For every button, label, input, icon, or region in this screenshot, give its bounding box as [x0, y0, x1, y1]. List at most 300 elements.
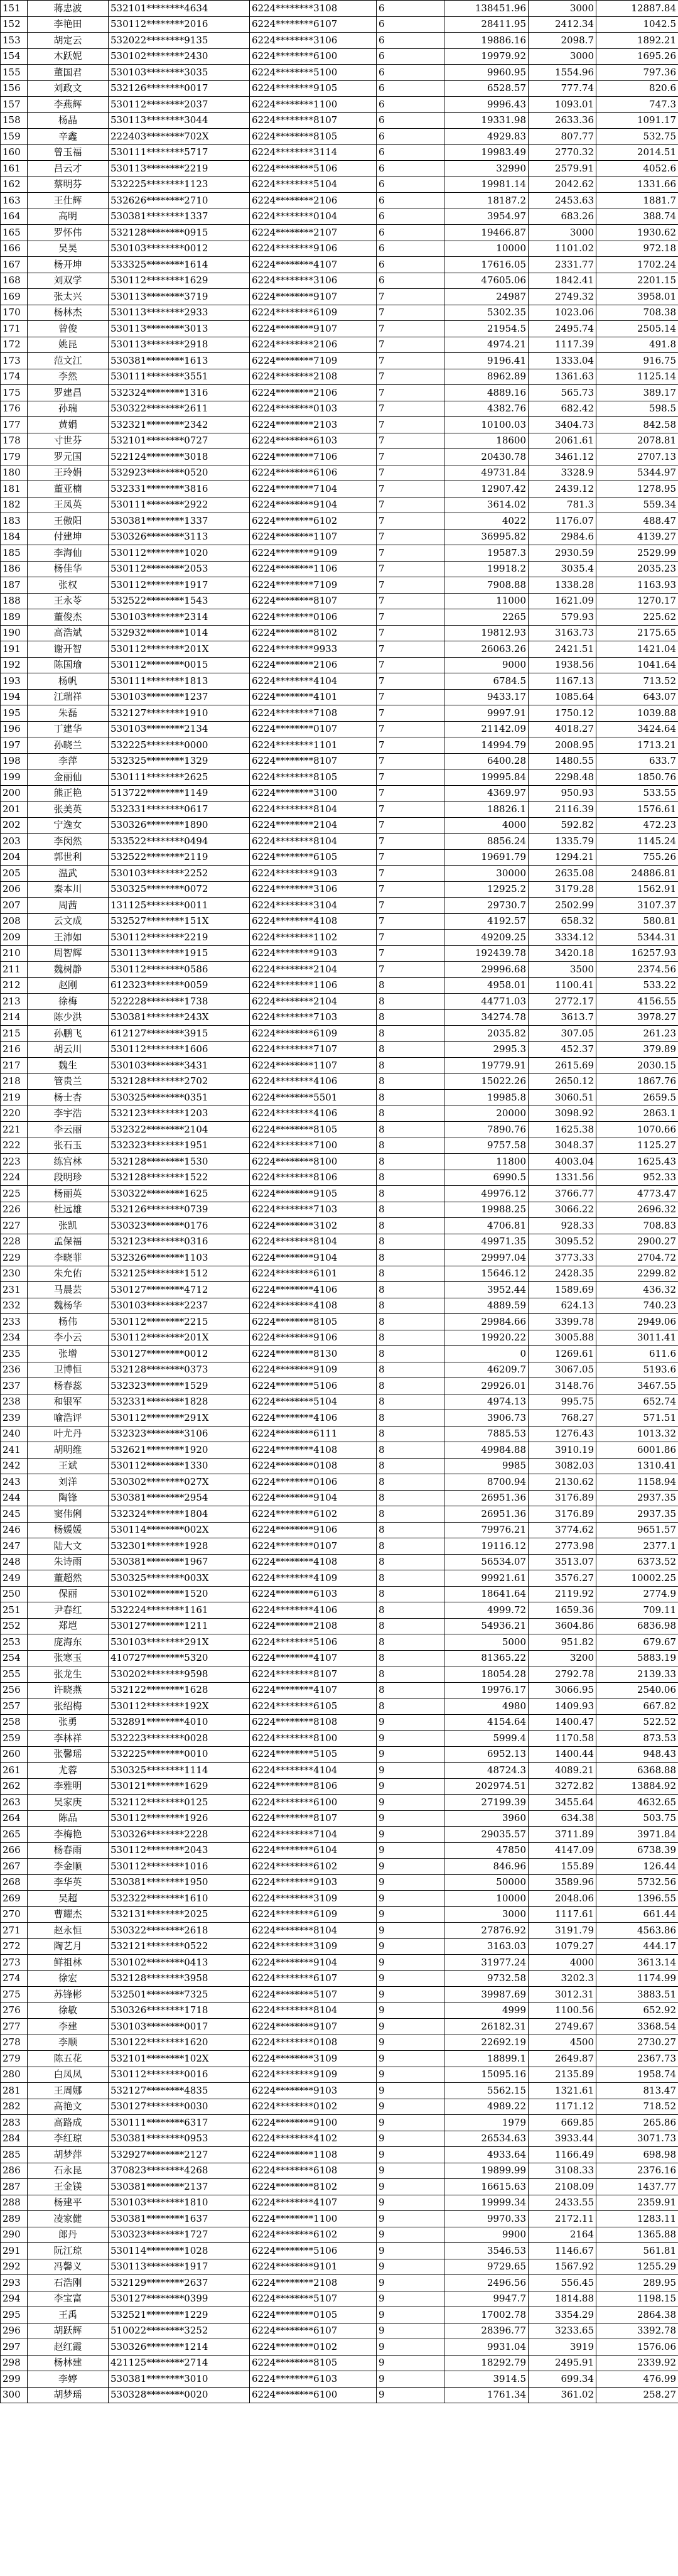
id-number-cell: 532121********0522	[109, 1938, 250, 1955]
amount-total-cell: 2995.3	[444, 1041, 529, 1058]
grade-cell: 9	[377, 2051, 444, 2067]
amount-b-cell: 4052.6	[596, 161, 678, 177]
name-cell: 郑垲	[28, 1618, 109, 1634]
amount-a-cell: 3179.28	[529, 881, 596, 898]
amount-b-cell: 643.07	[596, 689, 678, 705]
amount-a-cell: 634.38	[529, 1810, 596, 1827]
bank-card-cell: 6224********6107	[250, 2323, 377, 2339]
table-row	[1, 80, 678, 97]
row-number-cell: 262	[1, 1778, 28, 1795]
id-number-cell: 530112********2043	[109, 1842, 250, 1859]
grade-cell: 7	[377, 513, 444, 530]
name-cell: 李华英	[28, 1874, 109, 1891]
id-number-cell: 530381********1337	[109, 513, 250, 530]
row-number-cell: 188	[1, 593, 28, 609]
bank-card-cell: 6224********6109	[250, 305, 377, 321]
name-cell: 李宇浩	[28, 1106, 109, 1122]
amount-total-cell: 10100.03	[444, 417, 529, 433]
grade-cell: 6	[377, 16, 444, 33]
id-number-cell: 530112********1926	[109, 1810, 250, 1827]
grade-cell: 7	[377, 945, 444, 962]
amount-total-cell: 15022.26	[444, 1073, 529, 1090]
name-cell: 陈品	[28, 1810, 109, 1827]
row-number-cell: 205	[1, 866, 28, 882]
name-cell: 徐宏	[28, 1970, 109, 1987]
table-row	[1, 721, 678, 737]
id-number-cell: 530127********0012	[109, 1346, 250, 1362]
amount-total-cell: 19979.92	[444, 48, 529, 65]
amount-a-cell: 4000	[529, 1955, 596, 1971]
bank-card-cell: 6224********6102	[250, 1506, 377, 1523]
table-row	[1, 161, 678, 177]
name-cell: 胡梦瑶	[28, 2387, 109, 2403]
bank-card-cell: 6224********5107	[250, 2291, 377, 2307]
name-cell: 李晓菲	[28, 1250, 109, 1266]
amount-a-cell: 3272.82	[529, 1778, 596, 1795]
row-number-cell: 252	[1, 1618, 28, 1634]
amount-a-cell: 2098.7	[529, 33, 596, 49]
amount-b-cell: 679.67	[596, 1634, 678, 1651]
name-cell: 吴家庚	[28, 1795, 109, 1811]
name-cell: 陈少洪	[28, 1009, 109, 1026]
grade-cell: 8	[377, 1490, 444, 1506]
name-cell: 杨丽英	[28, 1186, 109, 1202]
amount-total-cell: 8856.24	[444, 834, 529, 850]
amount-total-cell: 26534.63	[444, 2131, 529, 2147]
id-number-cell: 530111********1813	[109, 673, 250, 690]
bank-card-cell: 6224********3104	[250, 898, 377, 914]
amount-a-cell: 2433.55	[529, 2195, 596, 2211]
name-cell: 胡定云	[28, 33, 109, 49]
amount-a-cell: 768.27	[529, 1410, 596, 1427]
row-number-cell: 256	[1, 1682, 28, 1698]
row-number-cell: 235	[1, 1346, 28, 1362]
row-number-cell: 275	[1, 1987, 28, 2003]
table-row	[1, 193, 678, 209]
table-row	[1, 465, 678, 481]
amount-total-cell: 11000	[444, 593, 529, 609]
grade-cell: 8	[377, 1570, 444, 1587]
grade-cell: 6	[377, 177, 444, 193]
amount-total-cell: 19981.14	[444, 177, 529, 193]
table-row	[1, 2275, 678, 2291]
row-number-cell: 249	[1, 1570, 28, 1587]
row-number-cell: 195	[1, 705, 28, 722]
amount-total-cell: 19899.99	[444, 2163, 529, 2179]
amount-a-cell: 2615.69	[529, 1058, 596, 1074]
amount-total-cell: 27199.39	[444, 1795, 529, 1811]
row-number-cell: 298	[1, 2355, 28, 2371]
name-cell: 孙晓兰	[28, 737, 109, 754]
id-number-cell: 410727********5320	[109, 1650, 250, 1666]
bank-card-cell: 6224********9109	[250, 1362, 377, 1378]
id-number-cell: 530114********1028	[109, 2243, 250, 2259]
name-cell: 张勇	[28, 1714, 109, 1731]
table-row	[1, 97, 678, 113]
row-number-cell: 226	[1, 1202, 28, 1218]
row-number-cell: 191	[1, 641, 28, 658]
id-number-cell: 532323********1951	[109, 1138, 250, 1154]
table-row	[1, 48, 678, 65]
amount-a-cell: 2061.61	[529, 433, 596, 449]
grade-cell: 8	[377, 1474, 444, 1491]
table-row	[1, 1778, 678, 1795]
id-number-cell: 532122********1628	[109, 1682, 250, 1698]
id-number-cell: 532527********151X	[109, 913, 250, 930]
grade-cell: 7	[377, 337, 444, 353]
table-row	[1, 497, 678, 513]
id-number-cell: 532022********9135	[109, 33, 250, 49]
table-row	[1, 273, 678, 289]
bank-card-cell: 6224********8107	[250, 1666, 377, 1683]
row-number-cell: 175	[1, 385, 28, 401]
amount-a-cell: 3589.96	[529, 1874, 596, 1891]
amount-a-cell: 2792.78	[529, 1666, 596, 1683]
amount-b-cell: 2014.51	[596, 144, 678, 161]
amount-total-cell: 32990	[444, 161, 529, 177]
amount-b-cell: 1867.76	[596, 1073, 678, 1090]
name-cell: 吴昊	[28, 241, 109, 257]
name-cell: 丁建华	[28, 721, 109, 737]
row-number-cell: 217	[1, 1058, 28, 1074]
amount-a-cell: 1101.02	[529, 241, 596, 257]
amount-total-cell: 81365.22	[444, 1650, 529, 1666]
bank-card-cell: 6224********9100	[250, 2115, 377, 2131]
bank-card-cell: 6224********2103	[250, 417, 377, 433]
amount-b-cell: 2035.23	[596, 561, 678, 577]
grade-cell: 9	[377, 1795, 444, 1811]
amount-total-cell: 5562.15	[444, 2083, 529, 2099]
amount-a-cell: 2008.95	[529, 737, 596, 754]
amount-a-cell: 3910.19	[529, 1442, 596, 1459]
bank-card-cell: 6224********5107	[250, 1987, 377, 2003]
table-row	[1, 881, 678, 898]
grade-cell: 7	[377, 673, 444, 690]
table-row	[1, 65, 678, 81]
name-cell: 段明珍	[28, 1170, 109, 1186]
name-cell: 蔡明芬	[28, 177, 109, 193]
table-row	[1, 2083, 678, 2099]
table-row	[1, 2371, 678, 2388]
table-row	[1, 657, 678, 673]
amount-total-cell: 9985	[444, 1458, 529, 1474]
grade-cell: 8	[377, 1282, 444, 1298]
bank-card-cell: 6224********6100	[250, 2387, 377, 2403]
id-number-cell: 532323********1529	[109, 1378, 250, 1394]
id-number-cell: 532128********2702	[109, 1073, 250, 1090]
id-number-cell: 530114********002X	[109, 1522, 250, 1538]
grade-cell: 8	[377, 1394, 444, 1410]
row-number-cell: 253	[1, 1634, 28, 1651]
bank-card-cell: 6224********4104	[250, 673, 377, 690]
table-row	[1, 1138, 678, 1154]
table-row	[1, 2179, 678, 2195]
amount-a-cell: 1589.69	[529, 1282, 596, 1298]
id-number-cell: 530127********4712	[109, 1282, 250, 1298]
id-number-cell: 532331********0617	[109, 802, 250, 818]
row-number-cell: 181	[1, 481, 28, 497]
amount-b-cell: 2900.27	[596, 1234, 678, 1250]
amount-total-cell: 22692.19	[444, 2035, 529, 2051]
id-number-cell: 530112********1629	[109, 273, 250, 289]
id-number-cell: 530326********1214	[109, 2339, 250, 2356]
amount-a-cell: 4018.27	[529, 721, 596, 737]
amount-a-cell: 3108.33	[529, 2163, 596, 2179]
id-number-cell: 530102********1520	[109, 1586, 250, 1602]
table-row	[1, 625, 678, 641]
name-cell: 孙瑞	[28, 401, 109, 417]
amount-b-cell: 265.86	[596, 2115, 678, 2131]
row-number-cell: 176	[1, 401, 28, 417]
row-number-cell: 289	[1, 2211, 28, 2227]
amount-total-cell: 5302.35	[444, 305, 529, 321]
id-number-cell: 530381********2954	[109, 1490, 250, 1506]
bank-card-cell: 6224********6101	[250, 1266, 377, 1282]
row-number-cell: 267	[1, 1859, 28, 1875]
name-cell: 李林祥	[28, 1731, 109, 1747]
grade-cell: 7	[377, 657, 444, 673]
amount-a-cell: 3328.9	[529, 465, 596, 481]
grade-cell: 8	[377, 1122, 444, 1138]
amount-a-cell: 1171.12	[529, 2099, 596, 2115]
table-row	[1, 1938, 678, 1955]
amount-total-cell: 10000	[444, 1891, 529, 1907]
row-number-cell: 251	[1, 1602, 28, 1619]
bank-card-cell: 6224********8104	[250, 1923, 377, 1939]
grade-cell: 9	[377, 1778, 444, 1795]
grade-cell: 8	[377, 1458, 444, 1474]
table-row	[1, 1731, 678, 1747]
amount-b-cell: 820.6	[596, 80, 678, 97]
id-number-cell: 421125********2714	[109, 2355, 250, 2371]
id-number-cell: 530328********0020	[109, 2387, 250, 2403]
row-number-cell: 186	[1, 561, 28, 577]
name-cell: 姚昆	[28, 337, 109, 353]
row-number-cell: 265	[1, 1827, 28, 1843]
amount-b-cell: 1041.64	[596, 657, 678, 673]
id-number-cell: 530381********1950	[109, 1874, 250, 1891]
id-number-cell: 532128********0373	[109, 1362, 250, 1378]
row-number-cell: 231	[1, 1282, 28, 1298]
name-cell: 董亚楠	[28, 481, 109, 497]
amount-b-cell: 6738.39	[596, 1842, 678, 1859]
name-cell: 赵刚	[28, 977, 109, 994]
amount-b-cell: 225.62	[596, 609, 678, 626]
grade-cell: 9	[377, 2083, 444, 2099]
table-row	[1, 1634, 678, 1651]
grade-cell: 8	[377, 1041, 444, 1058]
amount-total-cell: 18600	[444, 433, 529, 449]
grade-cell: 6	[377, 97, 444, 113]
id-number-cell: 530322********1625	[109, 1186, 250, 1202]
row-number-cell: 209	[1, 930, 28, 946]
amount-a-cell: 1659.36	[529, 1602, 596, 1619]
row-number-cell: 232	[1, 1298, 28, 1314]
amount-total-cell: 19918.2	[444, 561, 529, 577]
name-cell: 张绍梅	[28, 1698, 109, 1715]
id-number-cell: 530325********0351	[109, 1090, 250, 1106]
amount-b-cell: 522.52	[596, 1714, 678, 1731]
row-number-cell: 257	[1, 1698, 28, 1715]
grade-cell: 7	[377, 577, 444, 594]
row-number-cell: 192	[1, 657, 28, 673]
row-number-cell: 277	[1, 2019, 28, 2035]
bank-card-cell: 6224********0108	[250, 1458, 377, 1474]
row-number-cell: 179	[1, 449, 28, 465]
bank-card-cell: 6224********6103	[250, 1586, 377, 1602]
grade-cell: 7	[377, 962, 444, 978]
amount-total-cell: 4889.59	[444, 1298, 529, 1314]
amount-total-cell: 19587.3	[444, 545, 529, 562]
amount-total-cell: 26951.36	[444, 1506, 529, 1523]
table-row	[1, 2051, 678, 2067]
row-number-cell: 228	[1, 1234, 28, 1250]
amount-total-cell: 9947.7	[444, 2291, 529, 2307]
name-cell: 罗元国	[28, 449, 109, 465]
amount-b-cell: 755.26	[596, 849, 678, 866]
name-cell: 刘洋	[28, 1474, 109, 1491]
table-row	[1, 2227, 678, 2243]
table-row	[1, 1666, 678, 1683]
row-number-cell: 292	[1, 2259, 28, 2275]
amount-a-cell: 4147.09	[529, 1842, 596, 1859]
name-cell: 张龙生	[28, 1666, 109, 1683]
amount-b-cell: 3467.55	[596, 1378, 678, 1394]
name-cell: 李萍	[28, 753, 109, 769]
bank-card-cell: 6224********0102	[250, 2099, 377, 2115]
amount-a-cell: 807.77	[529, 129, 596, 145]
id-number-cell: 530103********2134	[109, 721, 250, 737]
amount-total-cell: 29997.04	[444, 1250, 529, 1266]
id-number-cell: 530111********2625	[109, 769, 250, 786]
grade-cell: 7	[377, 401, 444, 417]
grade-cell: 6	[377, 209, 444, 225]
name-cell: 徐敏	[28, 2003, 109, 2019]
bank-card-cell: 6224********7109	[250, 577, 377, 594]
row-number-cell: 166	[1, 241, 28, 257]
amount-b-cell: 661.44	[596, 1906, 678, 1923]
grade-cell: 7	[377, 609, 444, 626]
bank-card-cell: 6224********5106	[250, 2243, 377, 2259]
amount-total-cell: 29035.57	[444, 1827, 529, 1843]
amount-b-cell: 2949.06	[596, 1314, 678, 1330]
grade-cell: 9	[377, 1987, 444, 2003]
row-number-cell: 160	[1, 144, 28, 161]
bank-card-cell: 6224********2108	[250, 2275, 377, 2291]
table-row	[1, 769, 678, 786]
amount-b-cell: 652.74	[596, 1394, 678, 1410]
name-cell: 马晨芸	[28, 1282, 109, 1298]
row-number-cell: 221	[1, 1122, 28, 1138]
amount-a-cell: 950.93	[529, 785, 596, 802]
id-number-cell: 530102********2430	[109, 48, 250, 65]
grade-cell: 9	[377, 2131, 444, 2147]
name-cell: 高明	[28, 209, 109, 225]
grade-cell: 7	[377, 753, 444, 769]
grade-cell: 8	[377, 1538, 444, 1555]
amount-total-cell: 34274.78	[444, 1009, 529, 1026]
amount-b-cell: 1713.21	[596, 737, 678, 754]
id-number-cell: 532323********3106	[109, 1426, 250, 1442]
amount-total-cell: 20000	[444, 1106, 529, 1122]
name-cell: 高艳文	[28, 2099, 109, 2115]
amount-a-cell: 3191.79	[529, 1923, 596, 1939]
amount-b-cell: 2359.91	[596, 2195, 678, 2211]
table-row	[1, 2307, 678, 2323]
name-cell: 杨晶	[28, 112, 109, 129]
amount-a-cell: 3334.12	[529, 930, 596, 946]
table-row	[1, 1906, 678, 1923]
row-number-cell: 207	[1, 898, 28, 914]
amount-total-cell: 46209.7	[444, 1362, 529, 1378]
row-number-cell: 216	[1, 1041, 28, 1058]
grade-cell: 9	[377, 1842, 444, 1859]
table-row	[1, 305, 678, 321]
row-number-cell: 211	[1, 962, 28, 978]
table-row	[1, 1218, 678, 1234]
amount-total-cell: 8962.89	[444, 369, 529, 385]
bank-card-cell: 6224********2104	[250, 817, 377, 834]
bank-card-cell: 6224********1106	[250, 561, 377, 577]
bank-card-cell: 6224********4101	[250, 689, 377, 705]
amount-b-cell: 5883.19	[596, 1650, 678, 1666]
table-row	[1, 1650, 678, 1666]
name-cell: 白凤凤	[28, 2067, 109, 2083]
amount-total-cell: 2496.56	[444, 2275, 529, 2291]
bank-card-cell: 6224********6107	[250, 1970, 377, 1987]
row-number-cell: 194	[1, 689, 28, 705]
amount-total-cell: 9996.43	[444, 97, 529, 113]
grade-cell: 7	[377, 817, 444, 834]
id-number-cell: 530202********9598	[109, 1666, 250, 1683]
bank-card-cell: 6224********2106	[250, 657, 377, 673]
name-cell: 陶锋	[28, 1490, 109, 1506]
grade-cell: 9	[377, 2275, 444, 2291]
table-row	[1, 1618, 678, 1634]
bank-card-cell: 6224********4108	[250, 1554, 377, 1570]
bank-card-cell: 6224********8107	[250, 1810, 377, 1827]
amount-a-cell: 3067.05	[529, 1362, 596, 1378]
grade-cell: 7	[377, 913, 444, 930]
row-number-cell: 263	[1, 1795, 28, 1811]
grade-cell: 8	[377, 1330, 444, 1346]
grade-cell: 7	[377, 481, 444, 497]
table-row	[1, 1474, 678, 1491]
id-number-cell: 530381********2137	[109, 2179, 250, 2195]
amount-a-cell: 1167.13	[529, 673, 596, 690]
bank-card-cell: 6224********2104	[250, 962, 377, 978]
amount-a-cell: 3354.29	[529, 2307, 596, 2323]
amount-b-cell: 4139.27	[596, 529, 678, 545]
table-row	[1, 1923, 678, 1939]
table-row	[1, 1330, 678, 1346]
table-body	[1, 1, 678, 2403]
name-cell: 云文成	[28, 913, 109, 930]
amount-b-cell: 2863.1	[596, 1106, 678, 1122]
amount-a-cell: 2439.12	[529, 481, 596, 497]
bank-card-cell: 6224********7109	[250, 353, 377, 369]
grade-cell: 7	[377, 785, 444, 802]
id-number-cell: 532322********1610	[109, 1891, 250, 1907]
bank-card-cell: 6224********2108	[250, 1618, 377, 1634]
id-number-cell: 532325********1329	[109, 753, 250, 769]
id-number-cell: 532225********0000	[109, 737, 250, 754]
amount-b-cell: 5193.6	[596, 1362, 678, 1378]
row-number-cell: 177	[1, 417, 28, 433]
name-cell: 李宝富	[28, 2291, 109, 2307]
grade-cell: 7	[377, 737, 444, 754]
amount-a-cell: 1338.28	[529, 577, 596, 594]
